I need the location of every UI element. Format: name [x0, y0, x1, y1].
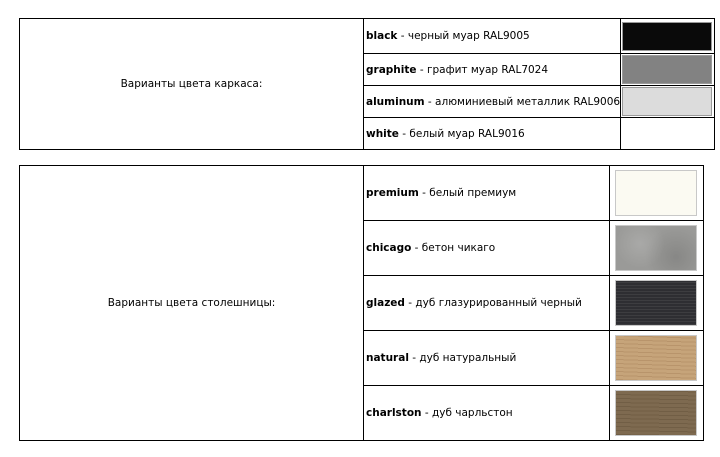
- color-description: - черный муар RAL9005: [397, 30, 530, 42]
- color-swatch-natural: [615, 335, 697, 381]
- color-swatch-white: [622, 119, 712, 148]
- table-row: [20, 166, 704, 221]
- color-option-name: [364, 221, 610, 276]
- color-option-name: [364, 166, 610, 221]
- color-code: natural: [366, 352, 409, 364]
- color-option-name: [364, 19, 621, 54]
- color-swatch-premium: [615, 170, 697, 216]
- color-swatch-graphite: [622, 55, 712, 84]
- color-swatch-chicago: [615, 225, 697, 271]
- color-swatch-glazed: [615, 280, 697, 326]
- frame-color-table: [19, 18, 715, 150]
- color-option-name: [364, 386, 610, 441]
- color-code: black: [366, 30, 398, 42]
- color-option-name: [364, 54, 621, 86]
- color-code: chicago: [366, 242, 412, 254]
- color-description: - белый премиум: [418, 187, 517, 199]
- color-code: white: [366, 127, 399, 140]
- tabletop-color-label: Варианты цвета столешницы:: [20, 166, 364, 441]
- color-description: - алюминиевый металлик RAL9006: [424, 95, 621, 108]
- color-option-name: [364, 276, 610, 331]
- color-description: - дуб глазурированный черный: [404, 297, 582, 309]
- color-code: premium: [366, 187, 419, 199]
- table-row: [20, 19, 715, 54]
- color-description: - графит муар RAL7024: [416, 63, 549, 76]
- color-description: - дуб чарльстон: [421, 407, 513, 419]
- color-swatch-charlston: [615, 390, 697, 436]
- color-code: graphite: [366, 63, 417, 76]
- tabletop-color-table: [19, 165, 704, 441]
- color-description: - белый муар RAL9016: [398, 127, 525, 140]
- color-description: - бетон чикаго: [411, 242, 496, 254]
- color-swatch-aluminum: [622, 87, 712, 116]
- color-option-name: [364, 118, 621, 150]
- color-swatch-black: [622, 22, 712, 51]
- color-code: charlston: [366, 407, 422, 419]
- color-code: glazed: [366, 297, 405, 309]
- color-option-name: [364, 331, 610, 386]
- color-description: - дуб натуральный: [408, 352, 517, 364]
- color-code: aluminum: [366, 95, 425, 108]
- color-option-name: [364, 86, 621, 118]
- frame-color-label: Варианты цвета каркаса:: [20, 19, 364, 150]
